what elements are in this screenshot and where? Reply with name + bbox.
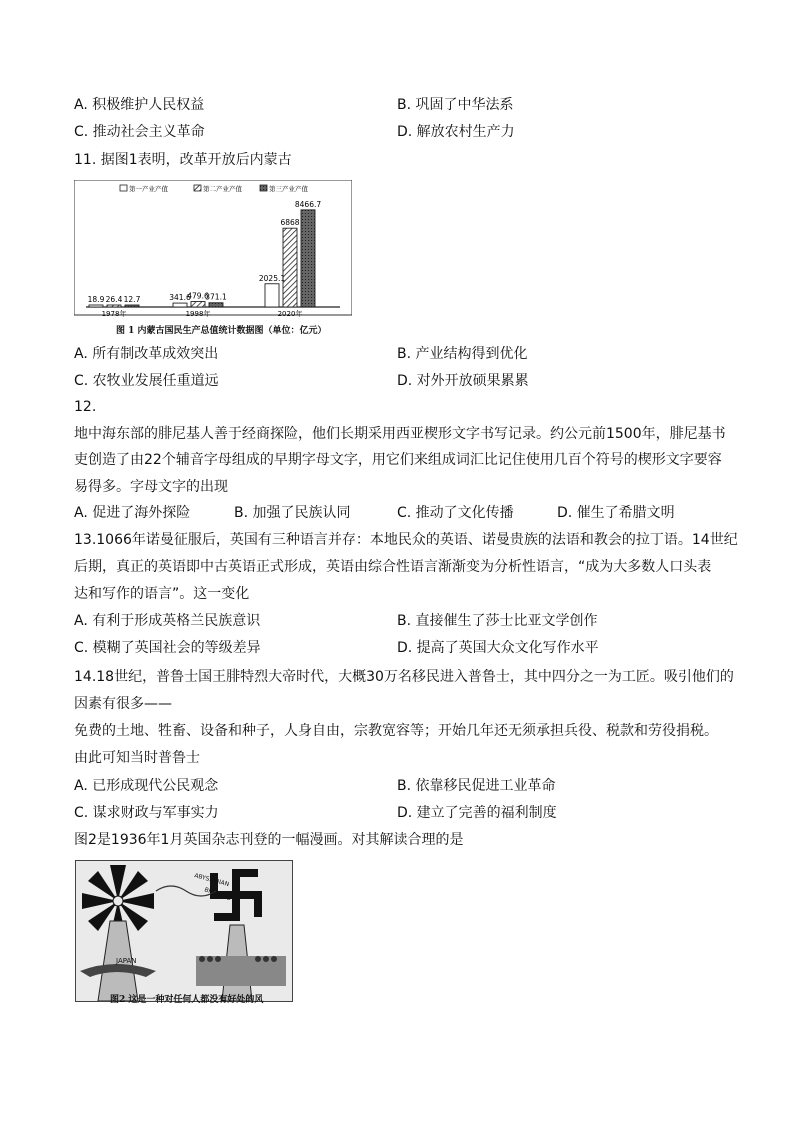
q15-stem: 图2是1936年1月英国杂志刊登的一幅漫画。对其解读合理的是 [74,832,464,848]
q14-line3: 免费的土地、牲畜、设备和种子，人身自由，宗教宽容等；开始几年还无须承担兵役、税款和劳役捐税。 [74,723,718,739]
category-label-2: 1998年 [185,310,211,318]
category-label-3: 2020年 [277,310,303,318]
legend-label-1: 第一产业产值 [129,185,168,193]
q11-stem: 11. 据图1表明，改革开放后内蒙古 [74,152,292,168]
cartoon-label-abyssinian: ABYSSINIAN [193,872,230,889]
cartoon-label-japan: JAPAN [116,957,137,965]
q12-option-a: A. 促进了海外探险 [74,505,191,521]
q11-option-d: D. 对外开放硕果累累 [397,373,529,389]
q14-option-d: D. 建立了完善的福利制度 [397,805,557,821]
category-label-1: 1978年 [101,310,127,318]
bar-1-3 [125,305,139,307]
q12-paragraph-line1: 地中海东部的腓尼基人善于经商探险，他们长期采用西亚楔形文字书写记录。约公元前1500年，腓尼基书 [74,426,726,442]
q14-option-c: C. 谋求财政与军事实力 [74,805,219,821]
bar-3-2 [283,228,297,307]
q12-option-d: D. 催生了希腊文明 [557,505,675,521]
data-label-3-1: 2025.1 [258,273,286,283]
q13-line1: 13.1066年诺曼征服后，英国有三种语言并存：本地民众的英语、诺曼贵族的法语和教会的拉丁语。14世纪 [74,532,738,548]
crowd [196,956,286,986]
cartoon-label-breezes: BREEZES [203,886,232,903]
q11-option-c: C. 农牧业发展任重道远 [74,373,219,389]
data-label-2-1: 341.6 [169,293,191,303]
q13-line2: 后期，真正的英语即中古英语正式形成，英语由综合性语言渐渐变为分析性语言，“成为大多数人口头表 [74,559,712,575]
bar-2-1 [173,303,187,307]
data-label-1-1: 18.9 [87,295,105,304]
q14-line1: 14.18世纪，普鲁士国王腓特烈大帝时代，大概30万名移民进入普鲁士，其中四分之一为工匠。吸引他们的 [74,669,734,685]
bar-3-1 [265,284,279,307]
q14-option-a: A. 已形成现代公民观念 [74,778,219,794]
q14-line4: 由此可知当时普鲁士 [74,750,200,766]
data-label-2-3: 371.1 [205,292,227,302]
q13-option-b: B. 直接催生了莎士比亚文学创作 [397,613,598,629]
bar-1-2 [107,305,121,307]
q12-number: 12. [74,399,97,415]
q11-option-b: B. 产业结构得到优化 [397,346,528,362]
q10-option-d: D. 解放农村生产力 [397,124,515,140]
bar-1-1 [89,305,103,307]
q12-paragraph-line2: 吏创造了由22个辅音字母组成的早期字母文字，用它们来组成词汇比记住使用几百个符号的楔形文字要容 [74,452,722,468]
q13-option-d: D. 提高了英国大众文化写作水平 [397,640,599,656]
q13-line3: 达和写作的语言”。这一变化 [74,586,250,602]
bar-3-3 [301,210,315,307]
q12-option-c: C. 推动了文化传播 [397,505,514,521]
gdp-chart [74,180,352,332]
q10-option-a: A. 积极维护人民权益 [74,97,205,113]
legend-swatch-3 [260,185,267,191]
data-label-3-2: 6868 [280,218,300,228]
q14-line2: 因素有很多—— [74,696,172,712]
gdp-chart-svg [74,180,352,332]
q10-option-b: B. 巩固了中华法系 [397,97,514,113]
figure2-caption: 图2 这是一种对任何人都没有好处的风 [110,995,264,1005]
cartoon-figure2 [75,860,293,1002]
data-label-1-3: 12.7 [123,295,141,304]
q13-option-c: C. 模糊了英国社会的等级差异 [74,640,261,656]
bar-2-2 [191,301,205,307]
legend-swatch-1 [120,185,127,191]
q11-option-a: A. 所有制改革成效突出 [74,346,219,362]
legend-swatch-2 [194,185,201,191]
q13-option-a: A. 有利于形成英格兰民族意识 [74,613,261,629]
legend-label-3: 第三产业产值 [269,185,308,193]
q12-paragraph-line3: 易得多。字母文字的出现 [74,479,228,495]
data-label-3-3: 8466.7 [294,199,322,209]
legend-label-2: 第二产业产值 [203,185,242,193]
cartoon-drawing [76,861,292,1001]
data-label-2-2: 479.6 [187,291,209,301]
figure1-caption: 图 1 内蒙古国民生产总值统计数据图（单位：亿元） [116,326,327,336]
bar-2-3 [209,303,223,307]
q12-option-b: B. 加强了民族认同 [234,505,351,521]
q14-option-b: B. 依靠移民促进工业革命 [397,778,556,794]
data-label-1-2: 26.4 [105,295,123,304]
q10-option-c: C. 推动社会主义革命 [74,124,205,140]
